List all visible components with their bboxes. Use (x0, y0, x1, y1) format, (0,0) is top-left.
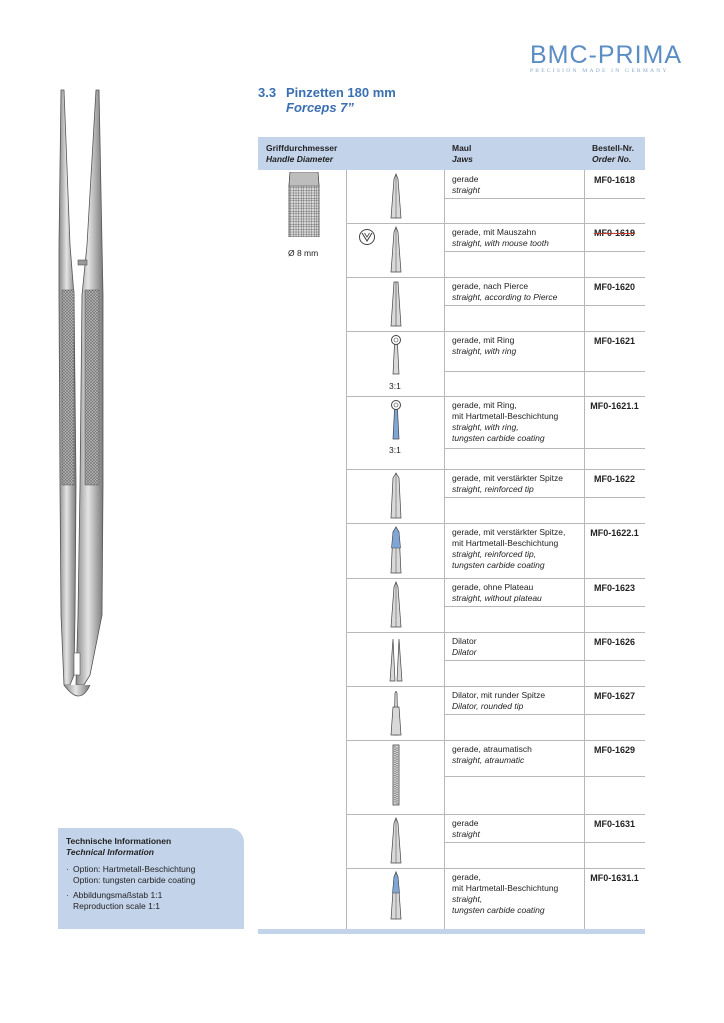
table-footer-bar (258, 929, 645, 934)
scale-label: 3:1 (389, 381, 401, 391)
jaw-desc-en: straight (452, 185, 480, 195)
column-divider (346, 170, 347, 929)
column-divider (444, 170, 445, 929)
jaw-desc-en: Dilator (452, 647, 477, 657)
jaw-description (452, 872, 558, 916)
jaw-desc-en-2: tungsten carbide coating (452, 905, 545, 915)
header-handle-de: Griffdurchmesser (266, 143, 338, 153)
section-title-en: Forceps 7” (286, 100, 354, 115)
row-divider (346, 740, 645, 741)
row-divider (346, 578, 645, 579)
jaw-desc-de: gerade, mit Ring (452, 335, 515, 345)
jaw-desc-de: gerade, mit Mauszahn (452, 227, 537, 237)
order-number: MF0-1629 (593, 745, 636, 755)
jaw-desc-de-2: mit Hartmetall-Beschichtung (452, 411, 559, 421)
order-number: MF0-1622 (593, 474, 636, 484)
jaw-tip-icon (386, 689, 406, 742)
mouse-tooth-icon (358, 228, 376, 246)
jaw-desc-en: straight, without plateau (452, 593, 542, 603)
row-divider (346, 396, 645, 397)
row-divider (346, 868, 645, 869)
scale-label: 3:1 (389, 445, 401, 455)
section-number: 3.3 (258, 85, 277, 100)
cell-divider (444, 842, 645, 843)
jaw-desc-de: gerade, (452, 872, 481, 882)
jaw-desc-de: Dilator, mit runder Spitze (452, 690, 546, 700)
info-item-en: Option: tungsten carbide coating (73, 875, 196, 885)
info-item-de: Option: Hartmetall-Beschichtung (73, 864, 196, 874)
jaw-description (452, 744, 532, 766)
order-number: MF0-1620 (593, 282, 636, 292)
order-number: MF0-1621.1 (590, 401, 639, 411)
forceps-illustration (40, 85, 130, 710)
jaw-description (452, 818, 480, 840)
order-number: MF0-1623 (593, 583, 636, 593)
cell-divider (444, 606, 645, 607)
jaw-tip-icon (386, 871, 406, 926)
jaw-desc-en: straight, (452, 894, 483, 904)
row-divider (346, 686, 645, 687)
jaw-tip-icon (386, 173, 406, 225)
header-order (592, 143, 634, 165)
table-header (258, 137, 645, 170)
handle-knurl-illustration (288, 172, 320, 237)
jaw-desc-en: straight (452, 829, 480, 839)
handle-diameter: Ø 8 mm (288, 248, 319, 258)
logo-tagline: PRECISION MADE IN GERMANY (530, 68, 669, 74)
header-jaws-de: Maul (452, 143, 472, 153)
jaw-description (452, 527, 565, 571)
product-table (258, 137, 645, 934)
cell-divider (444, 714, 645, 715)
jaw-desc-en: straight, according to Pierce (452, 292, 558, 302)
jaw-description (452, 400, 558, 444)
jaw-desc-en: straight, with ring, (452, 422, 519, 432)
jaw-description (452, 690, 545, 712)
order-number: MF0-1618 (593, 175, 636, 185)
jaw-tip-icon (386, 472, 406, 525)
section-heading (258, 84, 396, 115)
cell-divider (444, 448, 645, 449)
jaw-description (452, 227, 549, 249)
jaw-tip-icon (386, 581, 406, 634)
cell-divider (444, 497, 645, 498)
jaw-desc-en-2: tungsten carbide coating (452, 433, 545, 443)
jaw-desc-de-2: mit Hartmetall-Beschichtung (452, 883, 559, 893)
header-jaws-en: Jaws (452, 154, 473, 164)
jaw-tip-icon (386, 743, 406, 812)
cell-divider (444, 305, 645, 306)
jaw-desc-de: gerade, mit verstärkter Spitze, (452, 527, 566, 537)
info-item-de: Abbildungsmaßstab 1:1 (73, 890, 163, 900)
logo-wordmark: BMC-PRIMA (530, 41, 683, 69)
jaw-tip-icon (386, 280, 406, 333)
info-title-en: Technical Information (66, 847, 155, 857)
row-divider (346, 632, 645, 633)
jaw-desc-de: gerade, ohne Plateau (452, 582, 534, 592)
header-order-en: Order No. (592, 154, 632, 164)
jaw-desc-de: Dilator (452, 636, 477, 646)
order-number: MF0-1626 (593, 637, 636, 647)
jaw-desc-en: straight, atraumatic (452, 755, 525, 765)
section-title: Pinzetten 180 mm (286, 85, 396, 100)
row-divider (346, 469, 645, 470)
jaw-description (452, 281, 557, 303)
jaw-desc-de: gerade, mit Ring, (452, 400, 517, 410)
jaw-tip-icon (386, 226, 406, 279)
order-number: MF0-1621 (593, 336, 636, 346)
order-number: MF0-1631 (593, 819, 636, 829)
jaw-tip-icon (386, 817, 406, 870)
cell-divider (444, 371, 645, 372)
header-jaws (452, 143, 473, 165)
row-divider (346, 331, 645, 332)
jaw-description (452, 174, 480, 196)
row-divider (346, 223, 645, 224)
order-number: MF0-1622.1 (590, 528, 639, 538)
order-number: MF0-1619 (593, 228, 636, 238)
info-item: · Abbildungsmaßstab 1:1 Reproduction scale 1:1 (66, 890, 244, 912)
jaw-desc-en: Dilator, rounded tip (452, 701, 524, 711)
header-order-de: Bestell-Nr. (592, 143, 635, 153)
jaw-desc-de: gerade (452, 174, 479, 184)
technical-info-panel (58, 828, 244, 929)
jaw-desc-en: straight, reinforced tip, (452, 549, 537, 559)
jaw-description (452, 636, 477, 658)
jaw-desc-en: straight, with mouse tooth (452, 238, 549, 248)
cell-divider (444, 776, 645, 777)
info-item: · Option: Hartmetall-Beschichtung Option: tungsten carbide coating (66, 864, 244, 886)
jaw-desc-en: straight, with ring (452, 346, 517, 356)
info-title: Technische Informationen (66, 836, 172, 846)
jaw-desc-de-2: mit Hartmetall-Beschichtung (452, 538, 559, 548)
row-divider (346, 523, 645, 524)
cell-divider (444, 251, 645, 252)
row-divider (346, 814, 645, 815)
jaw-tip-icon (386, 526, 406, 580)
jaw-description (452, 335, 516, 357)
row-divider (346, 277, 645, 278)
jaw-desc-de: gerade (452, 818, 479, 828)
jaw-desc-en: straight, reinforced tip (452, 484, 534, 494)
header-handle (266, 143, 337, 165)
brand-logo (530, 41, 683, 74)
jaw-desc-de: gerade, mit verstärkter Spitze (452, 473, 564, 483)
jaw-desc-en-2: tungsten carbide coating (452, 560, 545, 570)
cell-divider (444, 198, 645, 199)
jaw-desc-de: gerade, atraumatisch (452, 744, 532, 754)
cell-divider (444, 660, 645, 661)
info-item-en: Reproduction scale 1:1 (73, 901, 160, 911)
header-handle-en: Handle Diameter (266, 154, 334, 164)
order-number: MF0-1627 (593, 691, 636, 701)
order-number: MF0-1631.1 (590, 873, 639, 883)
jaw-tip-icon (386, 635, 406, 688)
jaw-description (452, 582, 542, 604)
jaw-desc-de: gerade, nach Pierce (452, 281, 529, 291)
jaw-description (452, 473, 563, 495)
